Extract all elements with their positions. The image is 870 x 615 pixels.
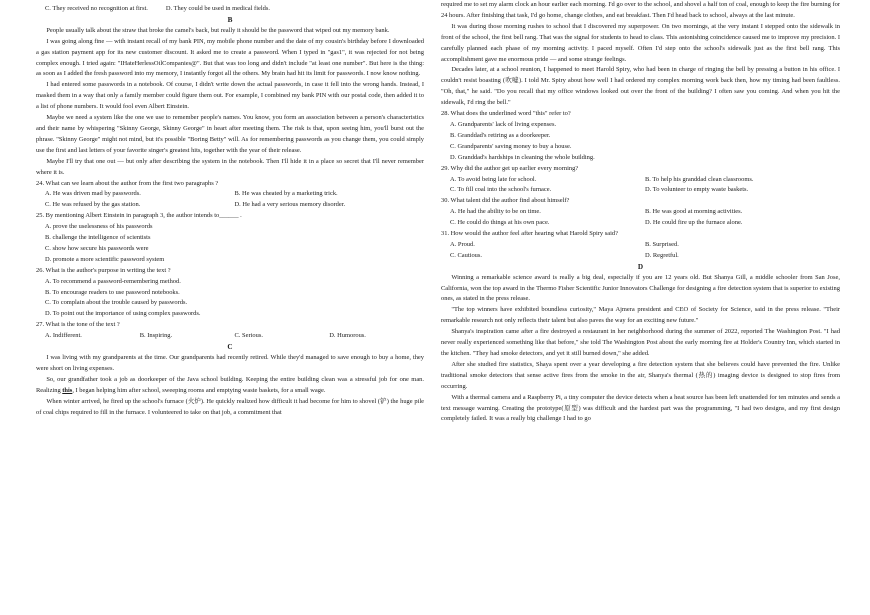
- q30-options-ab: [441, 207, 840, 218]
- q29-options-cd: [441, 185, 840, 196]
- text-segment: , I began helping him after school, sweeping rooms and emptying waste baskets, for a small wage.: [72, 386, 326, 394]
- question-24-stem: 24. What can we learn about the author from the first two paragraphs ?: [36, 179, 219, 187]
- q29-options-ab: [441, 175, 840, 186]
- question-26-stem: 26. What is the author's purpose in writing the text ?: [36, 266, 171, 274]
- option-d: D. Humorous.: [329, 332, 366, 340]
- section-c-paragraph: It was during those morning rushes to school that I discovered my superpower. On two mornings, at the very instant I stepped onto the sidewalk in front of the school, the first bell rang. That was the signal for students to head to class. This astonishing coincidence caused me to improve my precision. I carefully planned each phase of my morning activity. I paced myself. Often I'd step onto the school's sidewalk just as the first bell rang. This accomplishment gave me enormous pride — and some strange feelings.: [441, 22, 840, 63]
- option-c: C. Grandparents' saving money to buy a house.: [450, 142, 572, 150]
- left-column: [36, 0, 424, 615]
- question-25-stem: 25. By mentioning Albert Einstein in paragraph 3, the author intends to______ .: [36, 212, 242, 220]
- option-c: C. They received no recognition at first.: [45, 5, 148, 12]
- section-c-title: C: [227, 343, 233, 352]
- section-b-title: B: [227, 15, 233, 24]
- option-b: B. Granddad's retiring as a doorkeeper.: [450, 131, 551, 139]
- option-a: A. prove the uselessness of his passwords: [45, 223, 153, 231]
- option-a: A. He was driven mad by passwords.: [45, 190, 141, 198]
- option-b: B. challenge the intelligence of scientists: [45, 234, 151, 242]
- section-b-paragraph: I was going along fine — with instant recall of my bank PIN, my mobile phone number and the date of my cousin's birthday before I downloaded a gas station payment app for its new customer discount. It asked me to create a password. When I typed in "gas1", it was rejected for not being complex enough. I tried again: "IHateHerlessOilCompanies@". But that was too long and didn't include "at least one number". But here is the thing: as soon as I added the fresh password into my memory, I instantly forgot all the others. My brain had hit its limit for passwords. I now know nothing.: [36, 37, 424, 78]
- option-a: A. Indifferent.: [45, 332, 82, 340]
- text-segment: So, our grandfather took a job as doorkeeper of the Java school building. Keeping the entire building clean was a stressful job for one man. Realizing: [36, 375, 424, 394]
- section-b-paragraph: I had entered some passwords in a notebook. Of course, I didn't write down the actual passwords, in case it fell into the wrong hands. Instead, I masked them in a way that only a family member could figure them out. For example, I combined my bank PIN with our postal code, then added it to a list of phone numbers. It would fool even Albert Einstein.: [36, 81, 424, 111]
- question-28-stem: 28. What does the underlined word "this" refer to?: [441, 110, 571, 118]
- underlined-word: this: [62, 386, 73, 394]
- option-b: B. He was cheated by a marketing trick.: [234, 190, 338, 198]
- q23-options-cd: [36, 4, 424, 15]
- q31-options-cd: [441, 251, 840, 262]
- section-d-paragraph: "The top winners have exhibited boundless curiosity," Maya Ajmera president and CEO of Society for Science, said in the press release. "Their remarkable research not only reflects their talent but also paves the way for an exciting new future.": [441, 306, 840, 325]
- question-29-stem: 29. Why did the author get up earlier every morning?: [441, 164, 579, 172]
- section-b-paragraph: People usually talk about the straw that broke the camel's back, but really it should be the password that wiped out my memory bank.: [46, 26, 390, 34]
- option-c: C. show how secure his passwords were: [45, 244, 149, 252]
- option-d: D. He could fire up the furnace alone.: [645, 219, 743, 227]
- option-b: B. To help his granddad clean classrooms.: [645, 175, 754, 183]
- section-d-paragraph: With a thermal camera and a Raspberry Pi, a tiny computer the device detects when a heat source has been left unattended for ten minutes and sends a text message warning. Creating the prototype(原型) was difficult and the hardest part was the programming, "I had two designs, and my first design completely failed. It was a really big challenge I had to go: [441, 393, 840, 423]
- section-c-paragraph: I was living with my grandparents at the time. Our grandparents had recently retired. While they'd managed to save enough to buy a home, they were short on living expenses.: [36, 354, 424, 372]
- right-column: [441, 0, 840, 615]
- section-b-paragraph: Maybe I'll try that one out — but only after describing the system in the notebook. Then I'll hide it in a place so secret that I'll never remember where it is.: [36, 157, 424, 176]
- option-d: D. Regretful.: [645, 251, 679, 259]
- option-d: D. They could be used in medical fields.: [165, 5, 270, 12]
- option-c: C. To complain about the trouble caused by passwords.: [45, 299, 188, 307]
- q31-options-ab: [441, 240, 840, 251]
- option-d: D. To volunteer to empty waste baskets.: [645, 186, 749, 194]
- question-27-stem: 27. What is the tone of the text ?: [36, 321, 120, 329]
- question-30-stem: 30. What talent did the author find about himself?: [441, 197, 570, 205]
- option-d: D. promote a more scientific password system: [45, 255, 165, 263]
- option-b: B. Inspiring.: [139, 332, 173, 340]
- section-d-paragraph: Winning a remarkable science award is really a big deal, especially if you are 12 years old. But Shanya Gill, a middle schooler from San Jose, California, won the top award in the Thermo Fisher Scientific Junior Innovators Challenge for designing a fire detection system that is superior to existing ones, as stated in the press release.: [441, 273, 840, 303]
- option-b: B. To encourage readers to use password notebooks.: [45, 288, 180, 296]
- option-a: A. To recommend a password-remembering method.: [45, 277, 181, 285]
- section-d-title: D: [637, 262, 644, 271]
- option-b: B. Surprised.: [645, 240, 679, 248]
- option-c: C. He was refused by the gas station.: [45, 201, 141, 209]
- option-a: A. He had the ability to be on time.: [450, 208, 541, 216]
- section-c-paragraph: When winter arrived, he fired up the school's furnace (火炉). He quickly realized how difficult it had become for him to shovel (铲) the huge pile of coal chips required to fill in the furnace. I volunteered to take on that job, a commitment that: [36, 397, 424, 416]
- option-b: B. He was good at morning activities.: [645, 208, 743, 216]
- section-d-paragraph: Shanya's inspiration came after a fire destroyed a restaurant in her neighborhood during the summer of 2022, reported The Washington Post. "I had never really experienced something like that before," she told The Washington Post about the early morning fire at Holder's Country Inn, which started in the kitchen. "They had smoke detectors, and yet it still burned down," she added.: [441, 328, 840, 357]
- option-d: D. To point out the importance of using complex passwords.: [45, 310, 201, 318]
- q24-options-cd: [36, 200, 424, 211]
- section-b-paragraph: Maybe we need a system like the one we use to remember people's names. You know, you form an association between a person's characteristics and their name by whispering "Skinny George, Skinny George" in heart after meeting them. The risk is that, upon seeing him, you'll burst out the phrase. "Skinny George" might not mind, but it's possible "Boring Betty" will. As for remembering passwords as you change them, you could simply use the first and last letters of your favorite singer's greatest hits, together with the year of their release.: [36, 114, 424, 154]
- option-d: D. Granddad's hardships in cleaning the whole building.: [450, 153, 595, 161]
- option-a: A. To avoid being late for school.: [450, 175, 537, 183]
- q24-options-ab: [36, 189, 424, 200]
- option-c: C. Cautious.: [450, 251, 483, 259]
- section-d-paragraph: After she studied fire statistics, Shaya spent over a year developing a fire detection system that she believes could have prevented the fire. Unlike traditional smoke detectors that sense active fires from the smoke in the air, Shanya's thermal (热的) imaging device is designed to stop fires from occurring.: [441, 360, 840, 390]
- section-c-paragraph: Decades later, at a school reunion, I happened to meet Harold Spiry, who had been in charge of ringing the bell by pressing a button in his office. I couldn't resist boasting (吹嘘). I told Mr. Spiry about how well I had ordered my complex morning work back then, how my timing had been faultless. "Oh, that," he said. "Do you recall that my office windows looked out over the front of the building? I often saw you coming. And when you hit the sidewalk, I'd ring the bell.": [441, 66, 840, 107]
- q27-options: [36, 331, 424, 342]
- option-c: C. He could do things at his own pace.: [450, 219, 550, 227]
- option-c: C. Serious.: [234, 332, 263, 340]
- question-31-stem: 31. How would the author feel after hearing what Harold Spiry said?: [441, 230, 618, 238]
- option-a: A. Grandparents' lack of living expenses.: [450, 120, 557, 128]
- section-c-paragraph: [36, 375, 424, 397]
- option-c: C. To fill coal into the school's furnace.: [450, 186, 552, 194]
- option-a: A. Proud.: [450, 240, 475, 248]
- section-c-continued-paragraph: required me to set my alarm clock an hour earlier each morning. I'd go over to the school, and shovel a half ton of coal, enough to keep the fire burning for 24 hours. After finishing that task, I'd go home, change clothes, and eat breakfast. Then I'd head back to school, always at the last minute.: [441, 1, 840, 19]
- q30-options-cd: [441, 218, 840, 229]
- option-d: D. He had a very serious memory disorder.: [234, 201, 346, 209]
